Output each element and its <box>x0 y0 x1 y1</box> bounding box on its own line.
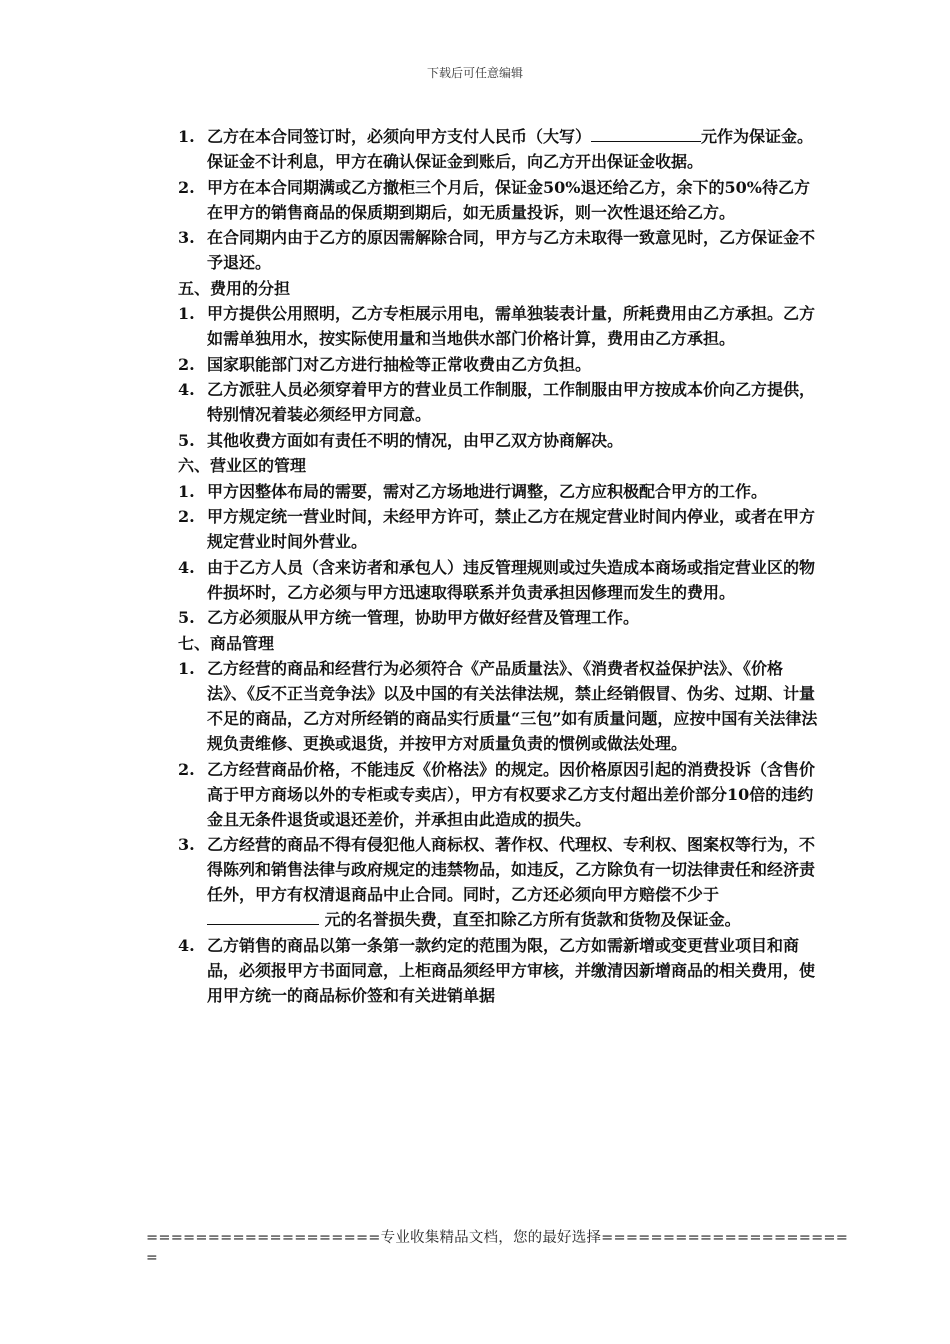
clause-text: 由于乙方人员（含来访者和承包人）违反管理规则或过失造成本商场或指定营业区的物件损坏时，乙方必须与甲方迅速取得联系并负责承担因修理而发生的费用。 <box>207 557 816 602</box>
clause-text: 乙方必须服从甲方统一管理，协助甲方做好经营及管理工作。 <box>207 608 640 627</box>
clause-text: 乙方经营的商品和经营行为必须符合《产品质量法》、《消费者权益保护法》、《价格法》、《反不正当竞争法》以及中国的有关法律法规，禁止经销假冒、伪劣、过期、计量不足的商品，乙方对所经销的商品实行质量“三包”如有质量问题，应按中国有关法律法规负责维修、更换或退货，并按甲方对质量负责的惯例或做法处理。 <box>207 659 818 753</box>
clause-number: 1. <box>178 304 195 323</box>
clause-6-1 <box>178 479 818 504</box>
clause-number: 3. <box>178 228 195 247</box>
section-6-title: 六、营业区的管理 <box>178 456 307 475</box>
clause-4-3 <box>178 225 818 275</box>
clause-5-4 <box>178 377 818 427</box>
clause-number: 5. <box>178 430 195 450</box>
clause-text: 在合同期内由于乙方的原因需解除合同，甲方与乙方未取得一致意见时，乙方保证金不予退还。 <box>207 228 816 272</box>
clause-text: 甲方在本合同期满或乙方撤柜三个月后，保证金50%退还给乙方，余下的50%待乙方在甲方的销售商品的保质期到期后，如无质量投诉，则一次性退还给乙方。 <box>207 177 810 222</box>
section-5-title: 五、费用的分担 <box>178 278 291 298</box>
clause-number: 2. <box>178 177 195 197</box>
clause-7-2 <box>178 757 818 832</box>
compensation-blank <box>207 908 319 925</box>
clause-text-tail: 元作为保证金。保证金不计利息，甲方在确认保证金到账后，向乙方开出保证金收据。 <box>207 127 814 171</box>
clause-4-1 <box>178 124 818 174</box>
clause-number: 1. <box>178 127 195 146</box>
clause-text: 甲方规定统一营业时间，未经甲方许可，禁止乙方在规定营业时间内停业，或者在甲方规定营业时间外营业。 <box>207 507 816 551</box>
clause-5-1 <box>178 301 818 351</box>
clause-number: 2. <box>178 354 195 374</box>
clause-text: 国家职能部门对乙方进行抽检等正常收费由乙方负担。 <box>207 354 592 374</box>
clause-7-3 <box>178 832 818 932</box>
clause-text: 乙方经营的商品不得有侵犯他人商标权、著作权、代理权、专利权、图案权等行为，不得陈列和销售法律与政府规定的违禁物品，如违反，乙方除负有一切法律责任和经济责任外，甲方有权清退商品中止合同。同时，乙方还必须向甲方赔偿不少于 <box>207 835 816 904</box>
clause-5-2 <box>178 352 818 377</box>
clause-number: 1. <box>178 481 195 501</box>
document-body <box>178 124 818 1008</box>
clause-4-2 <box>178 175 818 225</box>
clause-text: 甲方提供公用照明，乙方专柜展示用电，需单独装表计量，所耗费用由乙方承担。乙方如需单独用水，按实际使用量和当地供水部门价格计算，费用由乙方承担。 <box>207 304 816 348</box>
clause-7-1 <box>178 656 818 756</box>
clause-text: 乙方销售的商品以第一条第一款约定的范围为限，乙方如需新增或变更营业项目和商品，必须报甲方书面同意，上柜商品须经甲方审核，并缴清因新增商品的相关费用，使用甲方统一的商品标价签和有关进销单据 <box>207 935 816 1005</box>
clause-text-tail: 元的名誉损失费，直至扣除乙方所有货款和货物及保证金。 <box>319 910 741 929</box>
page-footer-tail: = <box>146 1250 158 1266</box>
clause-text: 甲方因整体布局的需要，需对乙方场地进行调整，乙方应积极配合甲方的工作。 <box>207 481 768 501</box>
clause-number: 4. <box>178 380 195 399</box>
clause-number: 4. <box>178 935 195 955</box>
clause-6-4 <box>178 555 818 605</box>
clause-number: 5. <box>178 608 195 627</box>
clause-number: 2. <box>178 507 195 526</box>
clause-text: 其他收费方面如有责任不明的情况，由甲乙双方协商解决。 <box>207 430 624 450</box>
clause-text: 乙方在本合同签订时，必须向甲方支付人民币（大写） <box>207 127 592 146</box>
clause-7-4 <box>178 933 818 1008</box>
amount-blank <box>591 125 701 142</box>
clause-6-2 <box>178 504 818 554</box>
clause-5-5 <box>178 428 818 453</box>
clause-text: 乙方经营商品价格，不能违反《价格法》的规定。因价格原因引起的消费投诉（含售价高于甲方商场以外的专柜或专卖店），甲方有权要求乙方支付超出差价部分10倍的违约金且无条件退货或退还差价，并承担由此造成的损失。 <box>207 759 816 829</box>
clause-number: 2. <box>178 759 195 779</box>
page-header: 下载后可任意编辑 <box>426 66 523 80</box>
clause-number: 3. <box>178 835 195 854</box>
clause-6-5 <box>178 605 818 630</box>
clause-number: 4. <box>178 557 195 577</box>
section-7-title: 七、商品管理 <box>178 633 275 653</box>
clause-text: 乙方派驻人员必须穿着甲方的营业员工作制服，工作制服由甲方按成本价向乙方提供，特别情况着装必须经甲方同意。 <box>207 380 816 424</box>
page-footer: ===================专业收集精品文档，您的最好选择==================== <box>146 1230 849 1246</box>
clause-number: 1. <box>178 659 195 678</box>
